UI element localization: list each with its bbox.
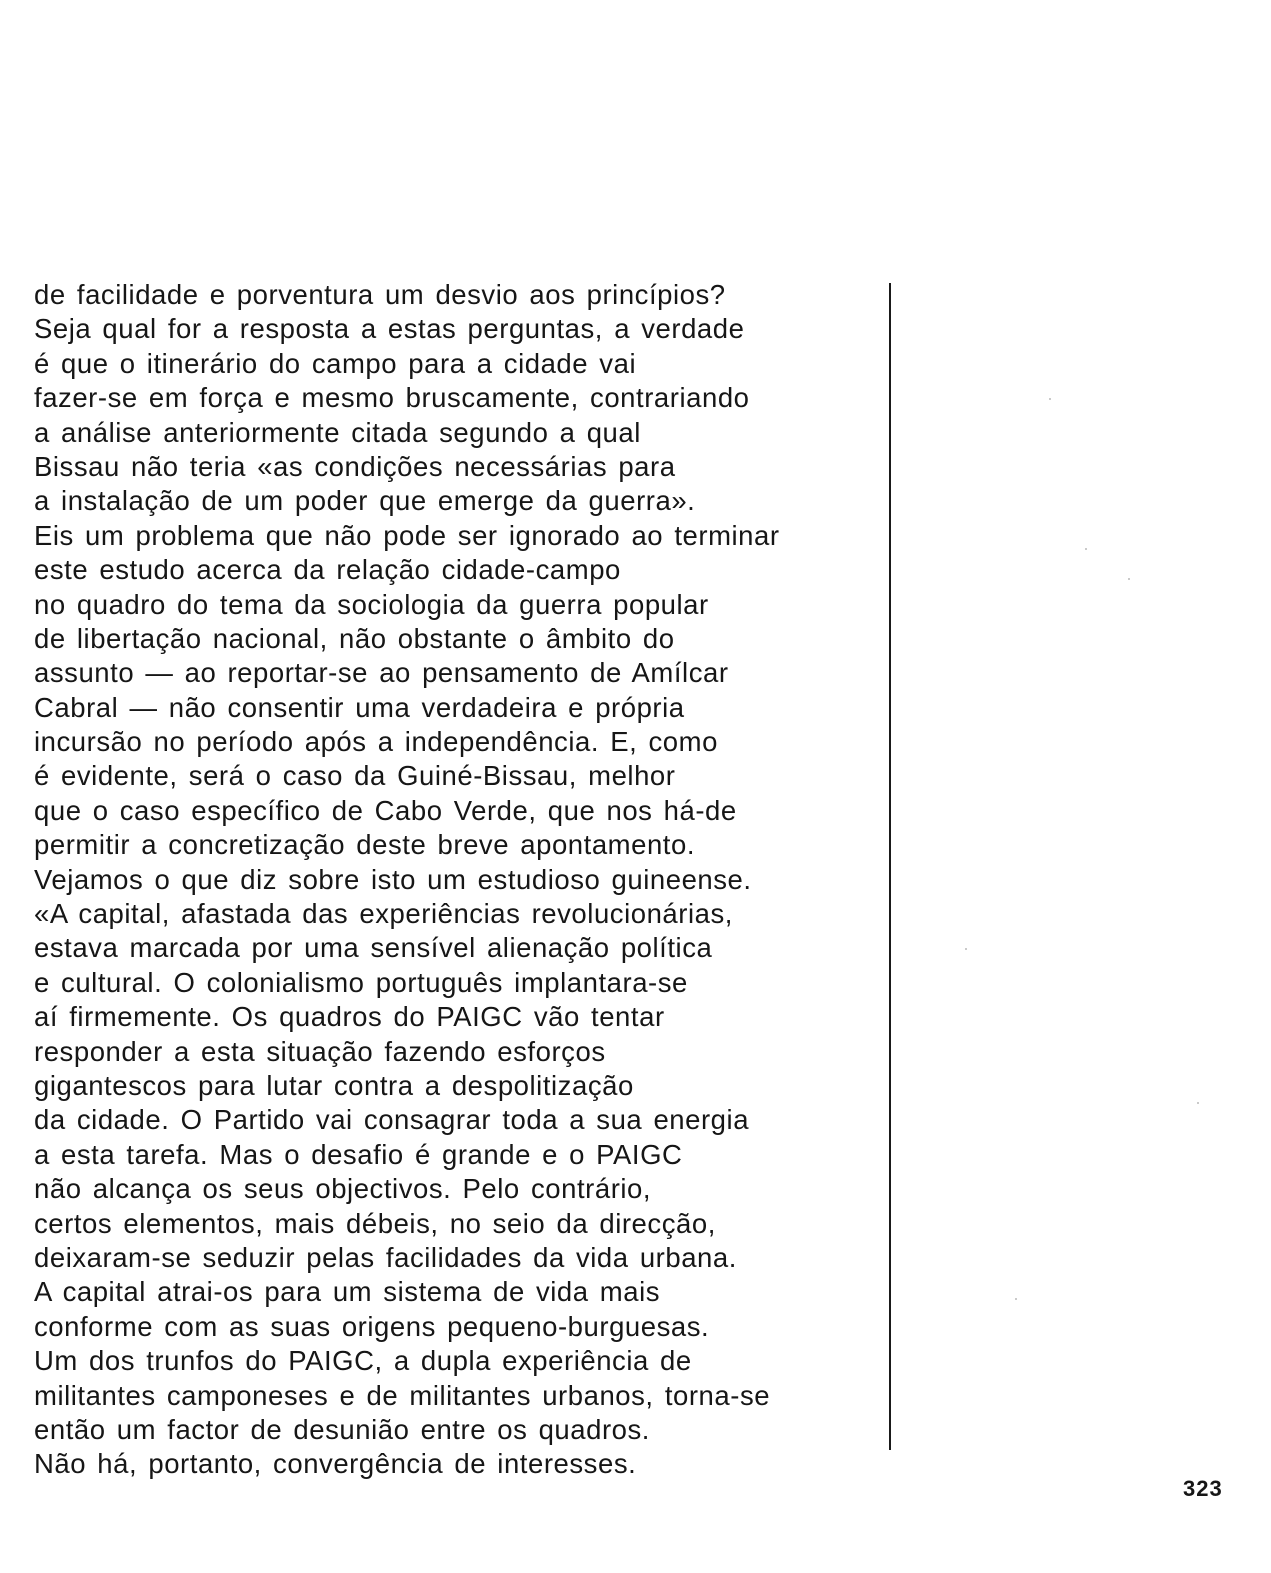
- text-line: incursão no período após a independência. E, como: [34, 726, 718, 758]
- scan-speck: [965, 948, 967, 950]
- scan-speck: [1085, 548, 1087, 550]
- text-line: fazer-se em força e mesmo bruscamente, contrariando: [34, 382, 750, 414]
- text-line: a esta tarefa. Mas o desafio é grande e o PAIGC: [34, 1138, 683, 1170]
- text-line: não alcança os seus objectivos. Pelo contrário,: [34, 1173, 652, 1205]
- text-line: e cultural. O colonialismo português implantara-se: [34, 966, 688, 998]
- text-line: conforme com as suas origens pequeno-burguesas.: [34, 1310, 710, 1342]
- text-line: Eis um problema que não pode ser ignorado ao terminar: [34, 519, 780, 551]
- text-line: é evidente, será o caso da Guiné-Bissau, melhor: [34, 760, 676, 792]
- text-line: que o caso específico de Cabo Verde, que nos há-de: [34, 794, 737, 826]
- page-number: 323: [1183, 1476, 1223, 1501]
- body-text: [34, 278, 884, 1482]
- text-line: de facilidade e porventura um desvio aos princípios?: [34, 279, 726, 310]
- text-line: estava marcada por uma sensível alienação política: [34, 932, 713, 964]
- text-line: então um factor de desunião entre os quadros.: [34, 1413, 650, 1445]
- text-line: de libertação nacional, não obstante o âmbito do: [34, 622, 675, 654]
- text-line: deixaram-se seduzir pelas facilidades da vida urbana.: [34, 1241, 737, 1273]
- scan-speck: [1128, 578, 1130, 580]
- text-line: Seja qual for a resposta a estas perguntas, a verdade: [34, 313, 745, 345]
- text-line: A capital atrai-os para um sistema de vida mais: [34, 1276, 661, 1308]
- margin-rule: [889, 283, 891, 1450]
- text-line: Um dos trunfos do PAIGC, a dupla experiência de: [34, 1345, 692, 1377]
- text-line: Cabral — não consentir uma verdadeira e própria: [34, 691, 685, 723]
- text-line: militantes camponeses e de militantes urbanos, torna-se: [34, 1379, 771, 1411]
- text-line: Vejamos o que diz sobre isto um estudioso guineense.: [34, 863, 752, 895]
- text-line: certos elementos, mais débeis, no seio da direcção,: [34, 1207, 716, 1239]
- text-line: Não há, portanto, convergência de interesses.: [34, 1448, 637, 1480]
- scan-speck: [1049, 398, 1051, 400]
- text-line: aí firmemente. Os quadros do PAIGC vão tentar: [34, 1001, 665, 1033]
- text-line: gigantescos para lutar contra a despolitização: [34, 1069, 634, 1101]
- text-line: este estudo acerca da relação cidade-campo: [34, 554, 621, 586]
- text-line: a análise anteriormente citada segundo a qual: [34, 416, 641, 448]
- text-line: assunto — ao reportar-se ao pensamento de Amílcar: [34, 657, 729, 689]
- text-line: é que o itinerário do campo para a cidade vai: [34, 347, 637, 379]
- text-line: a instalação de um poder que emerge da guerra».: [34, 485, 696, 517]
- text-line: permitir a concretização deste breve apontamento.: [34, 829, 696, 861]
- text-line: Bissau não teria «as condições necessárias para: [34, 450, 676, 482]
- text-line: da cidade. O Partido vai consagrar toda a sua energia: [34, 1104, 750, 1136]
- text-line: «A capital, afastada das experiências revolucionárias,: [34, 898, 733, 930]
- scan-speck: [1015, 1298, 1017, 1300]
- scan-speck: [1197, 1102, 1199, 1104]
- text-line: responder a esta situação fazendo esforços: [34, 1035, 606, 1067]
- text-line: no quadro do tema da sociologia da guerra popular: [34, 588, 709, 620]
